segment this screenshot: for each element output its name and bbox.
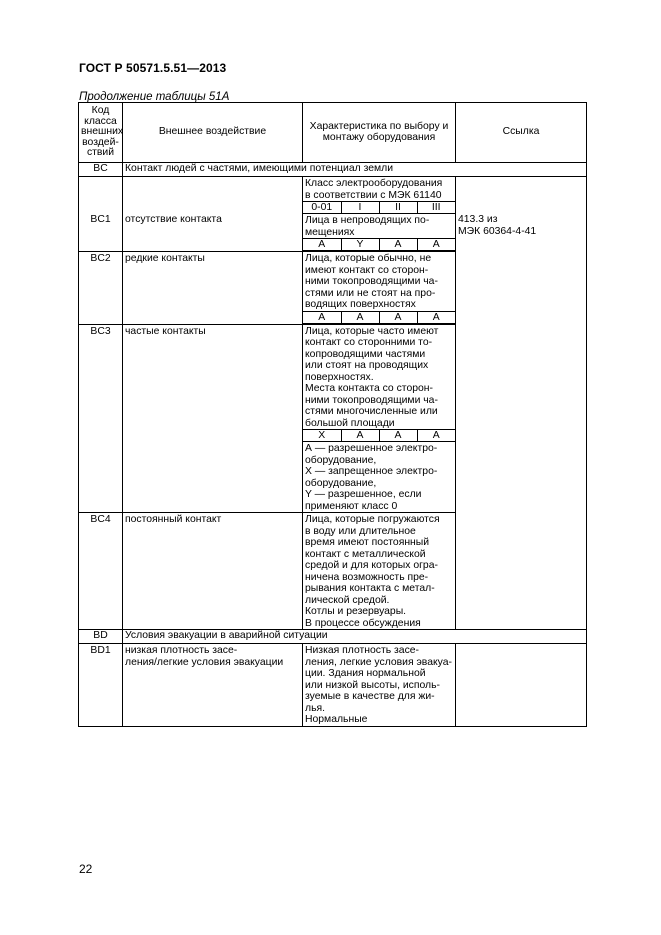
- standard-table: [78, 102, 587, 727]
- group-title: Контакт людей с частями, имеющими потенциал земли: [123, 163, 587, 177]
- group-code: BC: [79, 163, 123, 177]
- row-influence: частые контакты: [123, 324, 303, 513]
- group-row-bc: [79, 163, 587, 177]
- row-code: BD1: [79, 644, 123, 727]
- row-code: BC2: [79, 252, 123, 325]
- row-influence: низкая плотность засе- ления/легкие условия эвакуации: [123, 644, 303, 727]
- class-grid: X A A A: [303, 429, 455, 442]
- column-header-code: Код класса внешних воздей- ствий: [79, 103, 123, 163]
- column-header-characteristic: Характеристика по выбору и монтажу оборудования: [303, 103, 456, 163]
- column-header-influence: Внешнее воздействие: [123, 103, 303, 163]
- row-code: BC4: [79, 513, 123, 630]
- table-row-bd1: [79, 644, 587, 727]
- row-influence: редкие контакты: [123, 252, 303, 325]
- row-characteristic: Низкая плотность засе- ления, легкие условия эвакуа- ции. Здания нормальной или низкой высоты, исполь- зуемые в качестве для жи- лья. Нормальные: [303, 644, 456, 727]
- group-row-bd: [79, 630, 587, 644]
- group-code: BD: [79, 630, 123, 644]
- page-number: 22: [79, 862, 93, 876]
- document-header: ГОСТ Р 50571.5.51—2013: [79, 61, 227, 75]
- table-caption: Продолжение таблицы 51А: [79, 91, 230, 103]
- row-code: BC1: [79, 177, 123, 252]
- group-title: Условия эвакуации в аварийной ситуации: [123, 630, 587, 644]
- row-characteristic: Лица, которые часто имеют контакт со сторонними то- копроводящими частями или стоят на проводящих поверхностях. Места контакта со сторон- ними токопроводящими ча- стями многочисленные или большой площади X A A A А — разрешенное электро- оборудование, X — запрещенное электро- оборудование, Y — разрешенное, если применяют класс 0: [303, 324, 456, 513]
- class-grid: A Y A A: [303, 238, 455, 251]
- row-characteristic: Лица, которые погружаются в воду или длительное время имеют постоянный контакт с металлической средой и для которых огра- ничена возможность пре- рывания контакта с метал- лической средой. Котлы и резервуары. В процессе обсуждения: [303, 513, 456, 630]
- class-header-grid: 0-01 I II III: [303, 201, 455, 214]
- row-reference: 413.3 из МЭК 60364-4-41: [456, 177, 587, 630]
- class-legend: А — разрешенное электро- оборудование, X — запрещенное электро- оборудование, Y — разрешенное, если применяют класс 0: [305, 443, 438, 512]
- column-header-reference: Ссылка: [456, 103, 587, 163]
- row-characteristic: Класс электрооборудования в соответствии с МЭК 61140 0-01 I II III Лица в непроводящих по- мещениях A Y A A: [303, 177, 456, 252]
- class-grid: A A A A: [303, 311, 455, 324]
- row-influence: постоянный контакт: [123, 513, 303, 630]
- table-row-bc1: [79, 177, 587, 252]
- row-influence: отсутствие контакта: [123, 177, 303, 252]
- row-characteristic: Лица, которые обычно, не имеют контакт со сторон- ними токопроводящими ча- стями или не стоят на про- водящих поверхностях A A A A: [303, 252, 456, 325]
- row-reference: [456, 644, 587, 727]
- row-code: BC3: [79, 324, 123, 513]
